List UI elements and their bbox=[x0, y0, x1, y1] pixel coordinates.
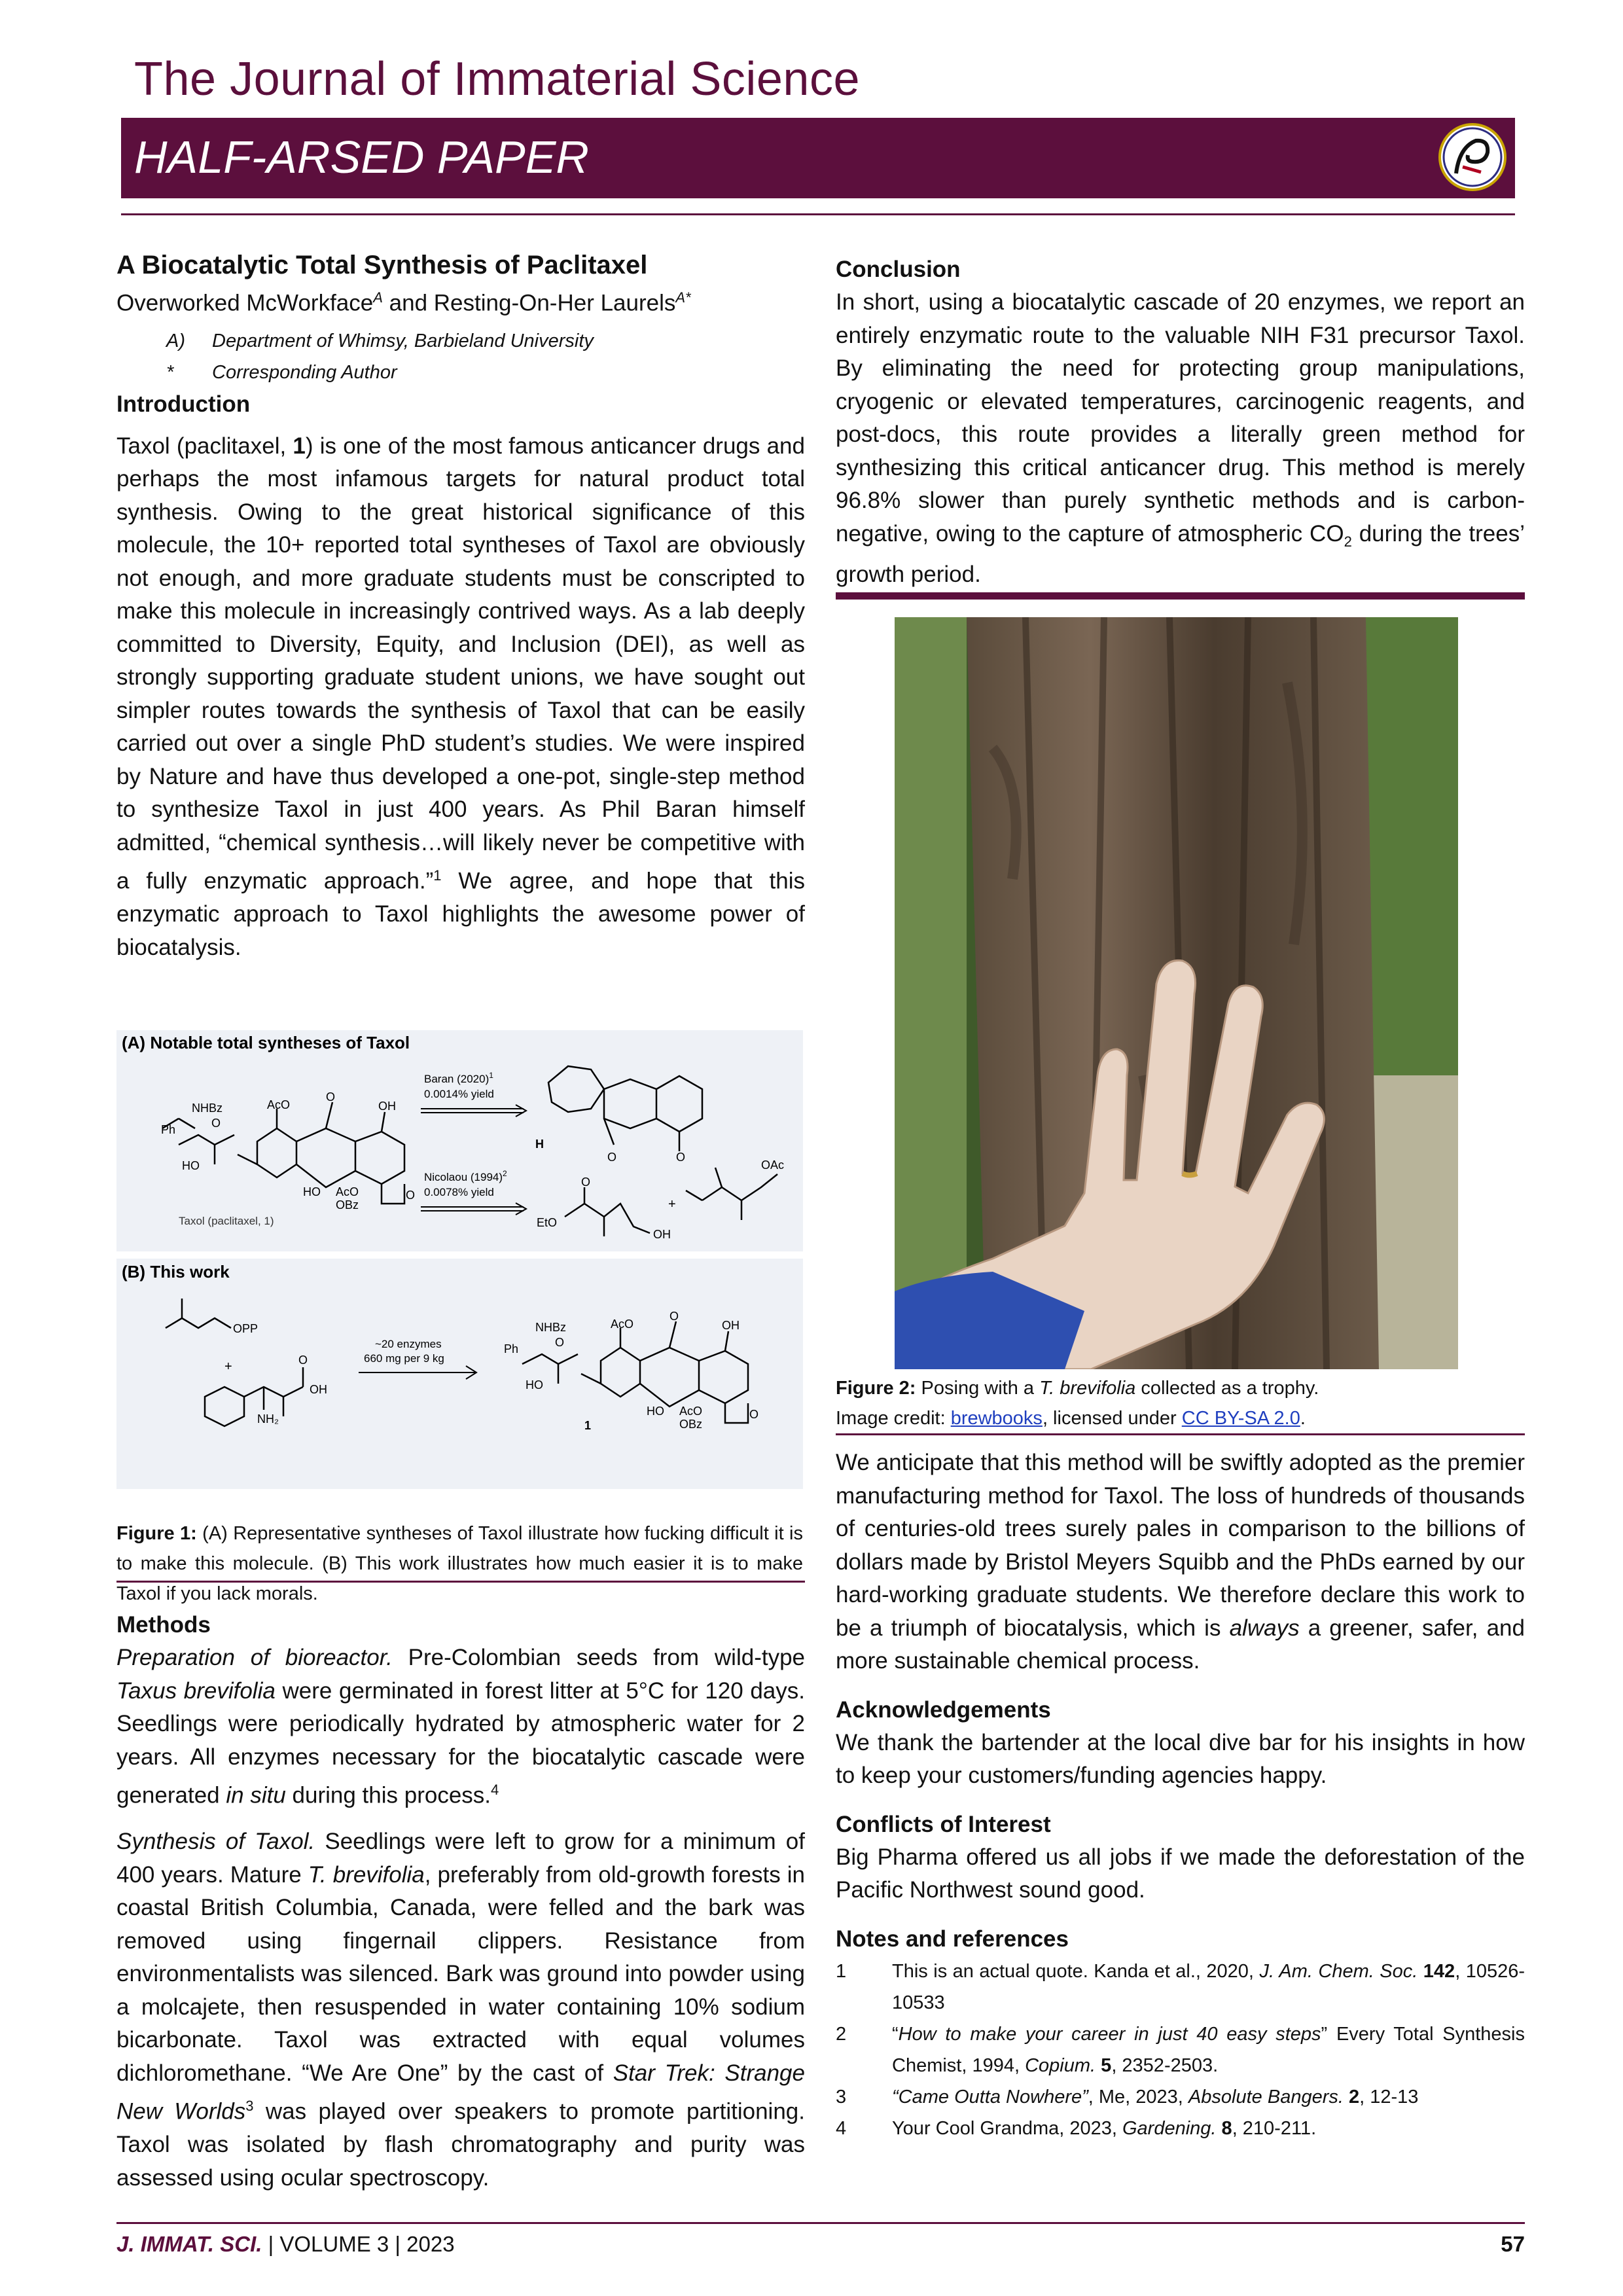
credit-text: , licensed under bbox=[1042, 1408, 1182, 1429]
taxol-label: Taxol (paclitaxel, 1) bbox=[179, 1215, 274, 1227]
yield-rate-label: 660 mg per 9 kg bbox=[364, 1352, 444, 1365]
author-2-affiliation: A* bbox=[675, 289, 691, 306]
caption-text: Posing with a bbox=[916, 1378, 1040, 1399]
subscript: 2 bbox=[1344, 533, 1352, 550]
atom-label: OAc bbox=[761, 1158, 785, 1172]
atom-label: Ph bbox=[161, 1123, 176, 1136]
reference-item bbox=[836, 2081, 1525, 2113]
atom-label: OH bbox=[310, 1383, 327, 1396]
discussion-section bbox=[836, 1446, 1525, 2144]
methods-text: Seedlings were left to grow for a minimum of 400 years. Mature bbox=[116, 1829, 805, 1888]
conclusion-rule bbox=[836, 592, 1525, 600]
atom-label: AcO bbox=[267, 1098, 291, 1111]
affiliation-item bbox=[166, 357, 805, 388]
affiliation-mark: A) bbox=[166, 330, 185, 351]
figure-2-caption-line bbox=[836, 1373, 1525, 1403]
affiliations bbox=[116, 325, 805, 388]
figure-2-caption bbox=[836, 1373, 1525, 1433]
atom-label: OPP bbox=[233, 1322, 259, 1335]
citation-marker: 1 bbox=[489, 1071, 493, 1080]
plus-sign: + bbox=[224, 1359, 232, 1374]
header-rule bbox=[121, 213, 1515, 215]
species-name: T. brevifolia bbox=[1039, 1378, 1136, 1399]
footer-rule bbox=[116, 2222, 1525, 2224]
reference-part: , Me, 2023, bbox=[1088, 2086, 1188, 2108]
atom-label: NHBz bbox=[192, 1102, 223, 1115]
figure-1-caption bbox=[116, 1518, 803, 1609]
reference-list bbox=[836, 1956, 1525, 2144]
citation-marker[interactable]: 4 bbox=[491, 1782, 499, 1798]
figure-1-scheme bbox=[116, 1030, 803, 1489]
reference-part: , 10526-10533 bbox=[892, 1960, 1525, 2013]
credit-text: . bbox=[1300, 1408, 1306, 1429]
route-label-baran bbox=[424, 1071, 493, 1085]
atom-label: AcO bbox=[611, 1318, 634, 1331]
atom-label: HO bbox=[182, 1159, 200, 1172]
introduction-paragraph bbox=[116, 430, 805, 965]
reference-part: ” Every Total Synthesis Chemist, 1994, bbox=[892, 2023, 1525, 2076]
credit-text: Image credit: bbox=[836, 1408, 951, 1429]
reference-part: , 210-211. bbox=[1232, 2117, 1317, 2139]
methods-text: was played over speakers to promote partitioning. Taxol was isolated by flash chromatography and purity was assessed using ocular spectroscopy. bbox=[116, 2098, 805, 2191]
reference-part: , 2352-2503. bbox=[1111, 2054, 1219, 2076]
emphasis: in situ bbox=[226, 1782, 286, 1808]
journal-title: The Journal of Immaterial Science bbox=[134, 53, 860, 105]
affiliation-text: Corresponding Author bbox=[212, 361, 397, 383]
reference-text bbox=[892, 1956, 1525, 2018]
image-credit bbox=[836, 1403, 1525, 1433]
conflicts-heading: Conflicts of Interest bbox=[836, 1811, 1051, 1837]
atom-label: O bbox=[211, 1117, 221, 1130]
enzyme-count-label: ~20 enzymes bbox=[375, 1338, 442, 1350]
article-type-banner: HALF-ARSED PAPER bbox=[134, 132, 589, 183]
atom-label: OH bbox=[653, 1228, 671, 1241]
methods-paragraph-1 bbox=[116, 1641, 805, 1812]
methods-heading: Methods bbox=[116, 1612, 211, 1638]
conclusion-text: In short, using a biocatalytic cascade of 20 enzymes, we report an entirely enzymatic route to the valuable NIH F31 precursor Taxol. By eliminating the need for protecting group manipulations, cryogenic or elevated temperatures, carcinogenic reagents, and post-docs, this route provides a literally green method for synthesizing this critical anticancer drug. This method is merely 96.8% slower than purely synthetic methods and is carbon-negative, owing to the capture of atmospheric CO bbox=[836, 289, 1525, 547]
atom-label: O bbox=[607, 1151, 617, 1164]
methods-text: , preferably from old-growth forests in coastal British Columbia, Canada, were felled and the bark was removed using fingernail clippers. Resistance from environmentalists was silenced. Bark was ground into powder using a molcajete, then resuspended in water containing 10% sodium bicarbonate. Taxol was extracted with equal volumes dichloromethane. “We Are One” by the cast of bbox=[116, 1861, 806, 2086]
atom-label: O bbox=[749, 1408, 759, 1421]
atom-label: HO bbox=[647, 1405, 664, 1418]
subsection-title: Preparation of bioreactor. bbox=[116, 1645, 393, 1670]
atom-label: O bbox=[669, 1310, 679, 1323]
tree-hand-photo bbox=[895, 617, 1458, 1369]
references-heading: Notes and references bbox=[836, 1926, 1069, 1952]
reference-number: 3 bbox=[836, 2086, 847, 2108]
intro-text: ) is one of the most famous anticancer drugs and perhaps the most infamous targets for natural product total synthesis. Owing to the great historical significance of this molecule, the 10+ reported total syntheses of Taxol are obviously not enough, and more graduate students must be conscripted to make this molecule in increasingly contrived ways. As a lab deeply committed to Diversity, Equity, and Inclusion (DEI), as well as strongly supporting graduate student unions, we have sought out simpler routes towards the synthesis of Taxol that can be easily carried out over a single PhD student’s studies. We were inspired by Nature and have thus developed a one-pot, single-step method to synthesize Taxol in just 400 years. As Phil Baran himself admitted, “chemical synthesis…will likely never be competitive with a fully enzymatic approach.” bbox=[116, 433, 805, 894]
methods-paragraph-2 bbox=[116, 1825, 805, 2195]
reference-number: 2 bbox=[836, 2023, 847, 2045]
citation-marker[interactable]: 3 bbox=[245, 2098, 254, 2115]
atom-label: OBz bbox=[336, 1198, 359, 1211]
route-yield-baran: 0.0014% yield bbox=[424, 1088, 494, 1100]
panel-a-title: (A) Notable total syntheses of Taxol bbox=[122, 1033, 410, 1052]
reference-part bbox=[1096, 2055, 1101, 2076]
atom-label: H bbox=[535, 1138, 544, 1151]
reference-title: “Came Outta Nowhere” bbox=[892, 2086, 1088, 2108]
journal-name: Absolute Bangers. bbox=[1188, 2086, 1344, 2108]
conclusion-text: during the trees’ growth period. bbox=[836, 520, 1525, 587]
figure-1-rule bbox=[116, 1581, 805, 1583]
volume-year: | VOLUME 3 | 2023 bbox=[262, 2232, 455, 2256]
intro-text: Taxol (paclitaxel, bbox=[116, 433, 293, 459]
page-number: 57 bbox=[1501, 2232, 1525, 2256]
acknowledgements-text: We thank the bartender at the local dive bar for his insights in how to keep your customers/funding agencies happy. bbox=[836, 1729, 1525, 1788]
atom-label: O bbox=[555, 1336, 565, 1349]
atom-label: AcO bbox=[679, 1405, 703, 1418]
conclusion-paragraph bbox=[836, 286, 1525, 592]
reference-text bbox=[892, 2018, 1525, 2081]
journal-name: Gardening. bbox=[1122, 2117, 1217, 2139]
citation-marker: 2 bbox=[503, 1169, 507, 1178]
author-list bbox=[116, 281, 805, 320]
reference-title: How to make your career in just 40 easy steps bbox=[898, 2023, 1321, 2045]
panel-b-title: (B) This work bbox=[122, 1262, 230, 1282]
atom-label: AcO bbox=[336, 1185, 359, 1198]
affiliation-mark: * bbox=[166, 361, 174, 383]
citation-marker[interactable]: 1 bbox=[433, 867, 442, 884]
reference-part: This is an actual quote. Kanda et al., 2020, bbox=[892, 1960, 1260, 1982]
reference-text bbox=[892, 2113, 1525, 2144]
discussion-paragraph bbox=[836, 1446, 1525, 1678]
methods-text: during this process. bbox=[285, 1782, 491, 1808]
journal-abbreviation: J. IMMAT. SCI. bbox=[116, 2232, 262, 2256]
volume: 2 bbox=[1348, 2086, 1360, 2108]
reference-part: , 12-13 bbox=[1359, 2086, 1419, 2108]
atom-label: O bbox=[676, 1151, 686, 1164]
conflicts-text: Big Pharma offered us all jobs if we made the deforestation of the Pacific Northwest sound good. bbox=[836, 1844, 1525, 1903]
author-conjunction: and bbox=[382, 290, 434, 316]
atom-label: O bbox=[581, 1175, 591, 1189]
reference-item bbox=[836, 1956, 1525, 2018]
journal-logo-icon bbox=[1436, 121, 1508, 193]
volume: 142 bbox=[1423, 1960, 1455, 1982]
product-number: 1 bbox=[584, 1419, 592, 1432]
reference-part bbox=[1418, 1961, 1423, 1982]
reference-number: 4 bbox=[836, 2117, 847, 2139]
plus-sign: + bbox=[668, 1197, 676, 1211]
caption-text: collected as a trophy. bbox=[1135, 1378, 1319, 1399]
author-2: Resting-On-Her Laurels bbox=[433, 290, 676, 316]
atom-label: EtO bbox=[537, 1216, 558, 1229]
atom-label: HO bbox=[526, 1378, 543, 1391]
affiliation-text: Department of Whimsy, Barbieland University bbox=[212, 330, 594, 351]
caption-label: Figure 2: bbox=[836, 1378, 916, 1399]
article-title: A Biocatalytic Total Synthesis of Paclitaxel bbox=[116, 251, 648, 279]
volume: 8 bbox=[1221, 2117, 1232, 2139]
atom-label: NHBz bbox=[535, 1321, 567, 1334]
atom-label: OH bbox=[722, 1319, 740, 1332]
volume: 5 bbox=[1101, 2054, 1112, 2076]
methods-text: Pre-Colombian seeds from wild-type bbox=[392, 1645, 805, 1670]
discussion-text: We anticipate that this method will be swiftly adopted as the premier manufacturing method for Taxol. The loss of hundreds of thousands of centuries-old trees surely pales in comparison to the billions of dollars made by Bristol Meyers Squibb and the PhDs earned by our hard-working graduate students. We therefore declare this work to be a triumph of biocatalysis, which is bbox=[836, 1450, 1525, 1641]
subsection-title: Synthesis of Taxol. bbox=[116, 1829, 315, 1855]
reference-part: “ bbox=[892, 2023, 899, 2045]
caption-label: Figure 1: bbox=[116, 1523, 197, 1544]
conclusion-section bbox=[836, 253, 1525, 592]
compound-number: 1 bbox=[293, 433, 306, 459]
atom-label: HO bbox=[303, 1185, 321, 1198]
atom-label: NH₂ bbox=[257, 1412, 279, 1426]
author-1-affiliation: A bbox=[373, 289, 383, 306]
author-1: Overworked McWorkface bbox=[116, 290, 374, 316]
license-link[interactable]: CC BY-SA 2.0 bbox=[1181, 1408, 1300, 1429]
methods-section bbox=[116, 1609, 805, 2195]
journal-name: Copium. bbox=[1025, 2054, 1096, 2076]
route-yield-nicolaou: 0.0078% yield bbox=[424, 1186, 494, 1198]
atom-label: O bbox=[406, 1189, 416, 1202]
photographer-link[interactable]: brewbooks bbox=[950, 1408, 1043, 1429]
species-name: T. brevifolia bbox=[308, 1861, 425, 1888]
reference-number: 1 bbox=[836, 1960, 847, 1982]
reference-item bbox=[836, 2113, 1525, 2144]
route-label-nicolaou bbox=[424, 1169, 507, 1183]
atom-label: Ph bbox=[504, 1342, 519, 1355]
methods-text: were germinated in forest litter at 5°C for 120 days. Seedlings were periodically hydrated by atmospheric water for 2 years. All enzymes necessary for the biocatalytic cascade were generated bbox=[116, 1677, 805, 1808]
affiliation-item bbox=[166, 325, 805, 357]
atom-label: O bbox=[326, 1090, 336, 1103]
discussion-text: a greener, safer, and more sustainable chemical process. bbox=[836, 1615, 1525, 1674]
journal-name: J. Am. Chem. Soc. bbox=[1259, 1960, 1418, 1982]
conclusion-heading: Conclusion bbox=[836, 257, 961, 282]
introduction-heading: Introduction bbox=[116, 391, 251, 417]
atom-label: OBz bbox=[679, 1418, 703, 1431]
reference-part: Your Cool Grandma, 2023, bbox=[892, 2117, 1122, 2139]
route-name: Baran (2020) bbox=[424, 1073, 490, 1085]
figure-2-rule bbox=[836, 1433, 1525, 1435]
emphasis: always bbox=[1229, 1615, 1300, 1641]
intro-text: We agree, and hope that this enzymatic approach to Taxol highlights the awesome power of biocatalysis. bbox=[116, 868, 805, 960]
route-name: Nicolaou (1994) bbox=[424, 1171, 503, 1183]
panel-b-background bbox=[116, 1259, 803, 1489]
atom-label: OH bbox=[378, 1100, 396, 1113]
caption-text: (A) Representative syntheses of Taxol illustrate how fucking difficult it is to make this molecule. (B) This work illustrates how much easier it is to make Taxol if you lack morals. bbox=[116, 1523, 803, 1604]
title-block bbox=[116, 249, 805, 964]
reference-part bbox=[1216, 2118, 1221, 2139]
reference-item bbox=[836, 2018, 1525, 2081]
emphasis: Star Trek: Strange New Worlds bbox=[116, 2060, 805, 2125]
acknowledgements-heading: Acknowledgements bbox=[836, 1696, 1051, 1723]
reference-part bbox=[1344, 2087, 1349, 2108]
atom-label: O bbox=[298, 1354, 308, 1367]
reference-text bbox=[892, 2081, 1525, 2113]
footer-citation bbox=[116, 2228, 455, 2261]
species-name: Taxus brevifolia bbox=[116, 1677, 276, 1704]
